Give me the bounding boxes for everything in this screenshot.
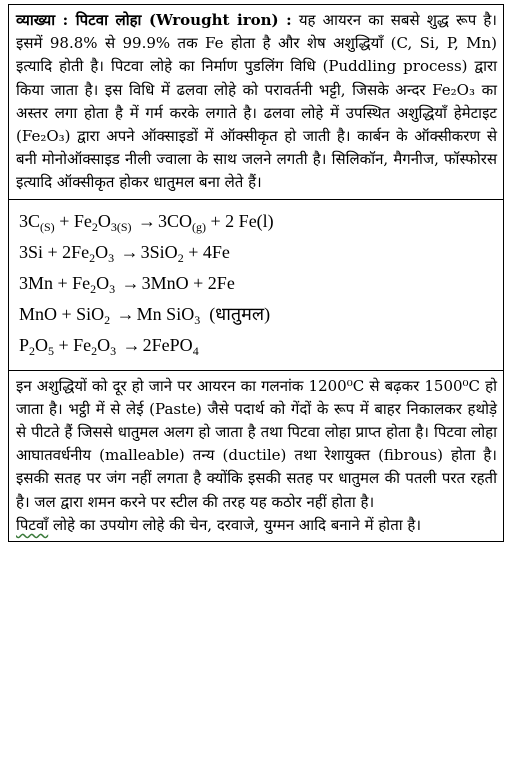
equation-3: $3Mn + Fe_2O_3 \to 3MnO + 2Fe$ bbox=[19, 272, 235, 296]
uses-first-word: पिटवाँ bbox=[16, 515, 49, 534]
explanation-body: यह आयरन का सबसे शुद्ध रूप है। इसमें 98.8% से 99.9% तक Fe होता है और शेष अशुद्धियाँ (C, Si, P, Mn) इत्यादि होती है। पिटवा लोहे का निर्माण पुडलिंग विधि (Puddling process) द्वारा किया जाता है। इस विधि में ढलवा लोहे को परावर्तनी भट्टी, जिसके अन्दर Fe₂O₃ का अस्तर लगा होता है में गर्म करके लगाते है। ढलवा लोहे में उपस्थित अशुद्धियाँ हेमेटाइट (Fe₂O₃) द्वारा अपने ऑक्साइडों में ऑक्सीकृत हो जाती है। कार्बन के ऑक्सीकरण से बनी मोनोऑक्साइड नीली ज्वाला के साथ जलने लगती है। सिलिकॉन, मैगनीज, फॉस्फोरस इत्यादि ऑक्सीकृत होकर धातुमल बना लेते हैं। bbox=[16, 11, 497, 192]
explanation-heading: व्याख्या : पिटवा लोहा (Wrought iron) : bbox=[16, 11, 292, 29]
equations-section bbox=[9, 199, 503, 370]
properties-section bbox=[9, 370, 503, 541]
explanation-section bbox=[9, 5, 503, 199]
explanation-paragraph bbox=[16, 9, 497, 195]
equation-2: $3Si + 2Fe_2O_3 \to 3SiO_2 + 4Fe$ bbox=[19, 241, 230, 265]
equation-4: MnO + SiO$_2$ → Mn SiO$_3$ (धातुमल) bbox=[19, 303, 271, 327]
uses-paragraph bbox=[16, 514, 497, 537]
content-box bbox=[8, 4, 504, 542]
equation-5: $P_2O_5 + Fe_2O_3$ → 2FePO$_4$ bbox=[19, 334, 199, 358]
properties-paragraph: इन अशुद्धियों को दूर हो जाने पर आयरन का गलनांक 1200⁰C से बढ़कर 1500⁰C हो जाता है। भट्ठी में से लेई (Paste) जैसे पदार्थ को गेंदों के रूप में बाहर निकालकर हथोड़े से पीटते हैं जिससे धातुमल अलग हो जाता है तथा पिटवा लोहा प्राप्त होता है। पिटवा लोहा आघातवर्धनीय (malleable) तन्य (ductile) तथा रेशायुक्त (fibrous) होता है। इसकी सतह पर जंग नहीं लगता है क्योंकि इसकी सतह पर धातुमल की पतली परत रहती है। जल द्वारा शमन करने पर स्टील की तरह यह कठोर नहीं होता है। bbox=[16, 376, 497, 511]
uses-text: लोहे का उपयोग लोहे की चेन, दरवाजे, युग्मन आदि बनाने में होता है। bbox=[48, 515, 422, 534]
equation-1: $3C_{(S)} + Fe_2O_{3(S)} \to 3CO_{(g)} + 2$ Fe(l) bbox=[19, 210, 274, 234]
